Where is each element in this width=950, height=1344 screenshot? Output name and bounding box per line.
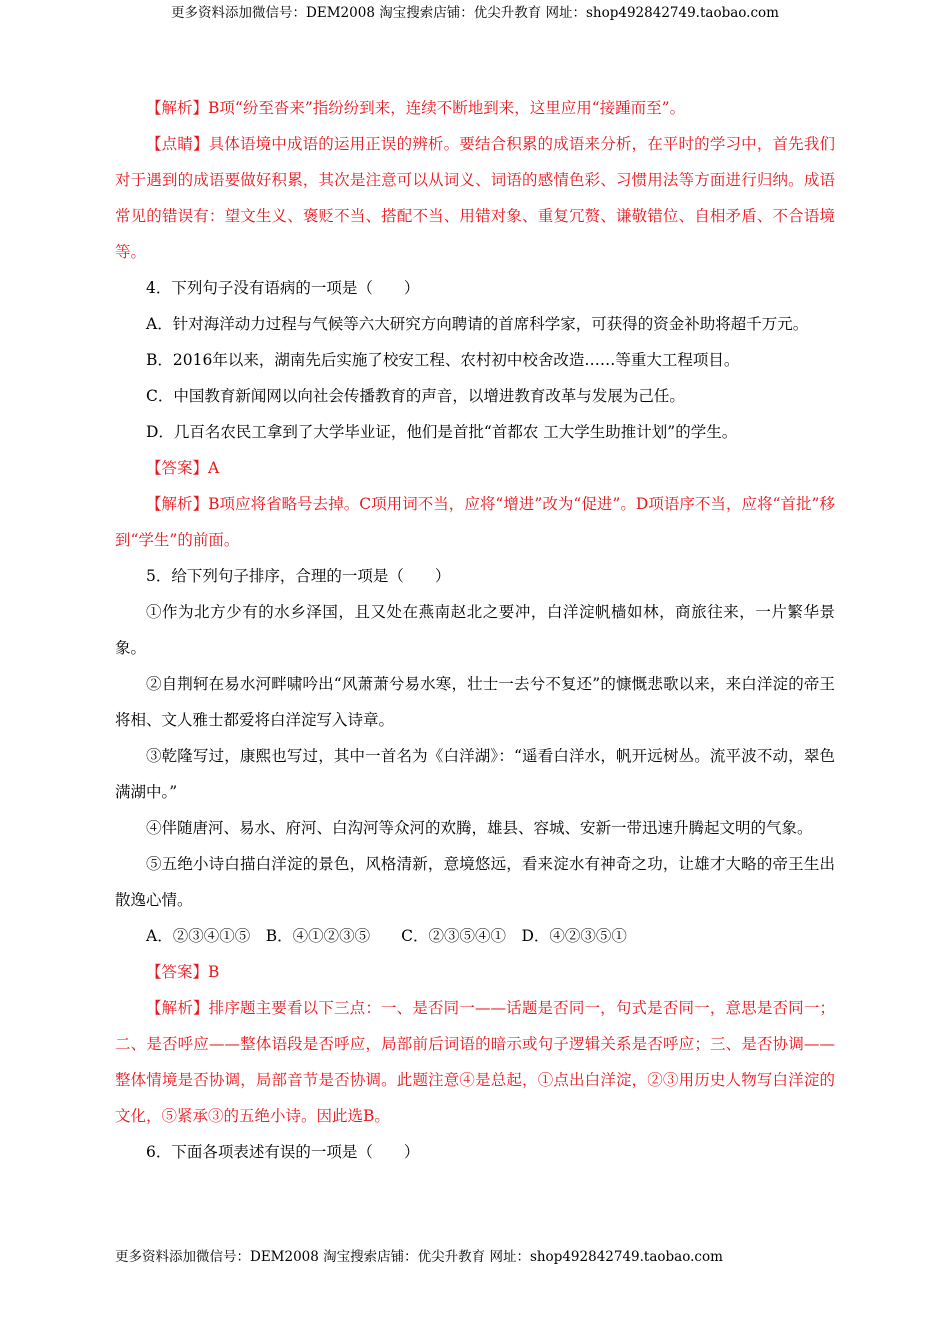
question-6-stem: 6．下面各项表述有误的一项是（ ） (146, 1143, 420, 1161)
analysis-q5: 【解析】排序题主要看以下三点：一、是否同一——话题是否同一，句式是否同一，意思是否同一；二、是否呼应——整体语段是否呼应，局部前后词语的暗示或句子逻辑关系是否呼应；三、是否协调——整体情境是否协调，局部音节是否协调。此题注意④是总起，①点出白洋淀，②③用历史人物写白洋淀的文化，⑤紧承③的五绝小诗。因此选B。 (115, 999, 835, 1125)
question-4-stem: 4．下列句子没有语病的一项是（ ） (146, 279, 420, 297)
question-5-sentence-3: ③乾隆写过，康熙也写过，其中一首名为《白洋湖》：“遥看白洋水，帆开远树丛。流平波不动，翠色满湖中。” (115, 747, 835, 801)
answer-q5: 【答案】B (146, 963, 220, 981)
question-4-option-a: A．针对海洋动力过程与气候等六大研究方向聘请的首席科学家，可获得的资金补助将超千万元。 (146, 315, 809, 333)
question-4-option-b: B．2016年以来，湖南先后实施了校安工程、农村初中校舍改造……等重大工程项目。 (146, 351, 740, 369)
question-5-sentence-5: ⑤五绝小诗白描白洋淀的景色，风格清新，意境悠远，看来淀水有神奇之功，让雄才大略的帝王生出散逸心情。 (115, 855, 835, 909)
document-body (115, 90, 835, 1170)
analysis-q4: 【解析】B项应将省略号去掉。C项用词不当，应将“增进”改为“促进”。D项语序不当，应将“首批”移到“学生”的前面。 (115, 495, 835, 549)
analysis-q3: 【解析】B项“纷至沓来”指纷纷到来，连续不断地到来，这里应用“接踵而至”。 (146, 99, 686, 117)
question-5-stem: 5．给下列句子排序，合理的一项是（ ） (146, 567, 451, 585)
question-5-options: A．②③④①⑤ B．④①②③⑤ C．②③⑤④① D．④②③⑤① (146, 927, 627, 945)
question-4-option-c: C．中国教育新闻网以向社会传播教育的声音，以增进教育改革与发展为己任。 (146, 387, 685, 405)
page-header: 更多资料添加微信号：DEM2008 淘宝搜索店铺：优尖升教育 网址：shop492842749.taobao.com (171, 5, 779, 21)
question-5-sentence-2: ②自荆轲在易水河畔啸吟出“风萧萧兮易水寒，壮士一去兮不复还”的慷慨悲歌以来，来白洋淀的帝王将相、文人雅士都爱将白洋淀写入诗章。 (115, 675, 835, 729)
question-4-option-d: D．几百名农民工拿到了大学毕业证，他们是首批“首都农 工大学生助推计划”的学生。 (146, 423, 738, 441)
question-5-sentence-1: ①作为北方少有的水乡泽国，且又处在燕南赵北之要冲，白洋淀帆樯如林，商旅往来，一片繁华景象。 (115, 603, 835, 657)
answer-q4: 【答案】A (146, 459, 220, 477)
page-footer: 更多资料添加微信号：DEM2008 淘宝搜索店铺：优尖升教育 网址：shop492842749.taobao.com (115, 1249, 723, 1265)
question-5-sentence-4: ④伴随唐河、易水、府河、白沟河等众河的欢腾，雄县、容城、安新一带迅速升腾起文明的气象。 (146, 819, 813, 837)
tip-q3: 【点睛】具体语境中成语的运用正误的辨析。要结合积累的成语来分析，在平时的学习中，首先我们对于遇到的成语要做好积累，其次是注意可以从词义、词语的感情色彩、习惯用法等方面进行归纳。成语常见的错误有：望文生义、褒贬不当、搭配不当、用错对象、重复冗赘、谦敬错位、自相矛盾、不合语境等。 (115, 135, 835, 261)
